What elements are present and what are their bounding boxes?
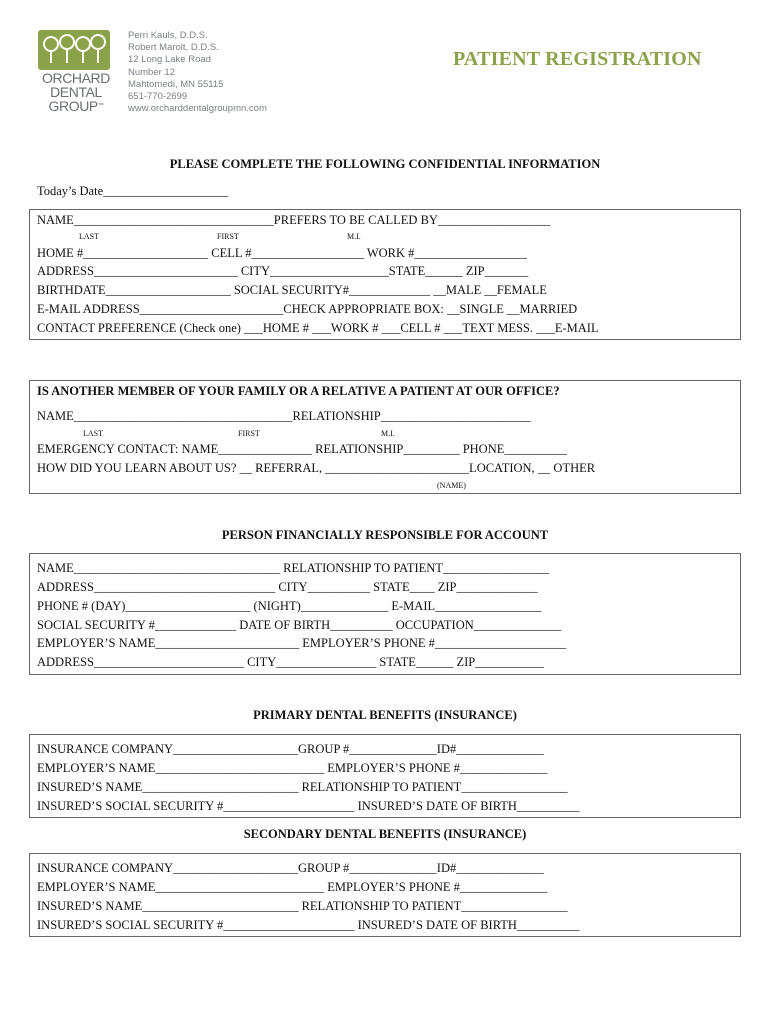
emergency-contact-line[interactable]: EMERGENCY CONTACT: NAME_______________ RELATIONSHIP_________ PHONE__________ <box>37 442 567 456</box>
primary-ssn-line[interactable]: INSURED’S SOCIAL SECURITY #_____________________ INSURED’S DATE OF BIRTH__________ <box>37 799 580 813</box>
primary-insured-line[interactable]: INSURED’S NAME_________________________ RELATIONSHIP TO PATIENT_________________ <box>37 780 568 794</box>
practice-line: Robert Marolt, D.D.S. <box>128 42 219 54</box>
todays-date-label: Today’s Date <box>37 184 104 198</box>
financial-ssn-line[interactable]: SOCIAL SECURITY #_____________ DATE OF BIRTH__________ OCCUPATION______________ <box>37 618 562 632</box>
todays-date-blank[interactable]: ____________________ <box>103 184 229 198</box>
practice-line: Mahtomedi, MN 55115 <box>128 78 224 90</box>
secondary-insurance-heading: SECONDARY DENTAL BENEFITS (INSURANCE) <box>243 827 527 841</box>
financial-phone-line[interactable]: PHONE # (DAY)____________________ (NIGHT)______________ E-MAIL_________________ <box>37 599 542 613</box>
financial-address-line[interactable]: ADDRESS_____________________________ CITY__________ STATE____ ZIP_____________ <box>37 580 538 594</box>
sub-label-first: FIRST <box>238 429 260 438</box>
patient-address-line[interactable]: ADDRESS_______________________ CITY___________________STATE______ ZIP_______ <box>37 264 529 278</box>
sub-label-mi: M.I. <box>347 232 361 241</box>
family-heading: IS ANOTHER MEMBER OF YOUR FAMILY OR A RELATIVE A PATIENT AT OUR OFFICE? <box>37 384 560 398</box>
practice-line: Number 12 <box>128 66 175 78</box>
practice-info <box>128 30 267 115</box>
sub-label-last: LAST <box>79 232 99 241</box>
patient-email-line[interactable]: E-MAIL ADDRESS_______________________CHECK APPROPRIATE BOX: __SINGLE __MARRIED <box>37 302 578 316</box>
primary-employer-line[interactable]: EMPLOYER’S NAME___________________________ EMPLOYER’S PHONE #______________ <box>37 761 548 775</box>
sub-label-first: FIRST <box>217 232 239 241</box>
referral-source-line[interactable]: HOW DID YOU LEARN ABOUT US? __ REFERRAL, _______________________LOCATION, __ OTHER <box>37 461 596 475</box>
family-name-line[interactable]: NAME___________________________________RELATIONSHIP________________________ <box>37 409 531 423</box>
orchard-logo-mark <box>38 30 110 70</box>
page-title: PATIENT REGISTRATION <box>453 48 702 70</box>
primary-company-line[interactable]: INSURANCE COMPANY____________________GROUP #______________ID#______________ <box>37 742 544 756</box>
patient-birthdate-line[interactable]: BIRTHDATE____________________ SOCIAL SECURITY#_____________ __MALE __FEMALE <box>37 283 547 297</box>
logo-word-1: ORCHARD <box>42 70 110 86</box>
patient-phone-line[interactable]: HOME #____________________ CELL #__________________ WORK #__________________ <box>37 246 527 260</box>
tree-logo-icon <box>38 30 110 70</box>
logo-wordmark <box>36 71 116 113</box>
practice-website: www.orcharddentalgroupmn.com <box>128 103 267 115</box>
financial-employer-line[interactable]: EMPLOYER’S NAME_______________________ EMPLOYER’S PHONE #_____________________ <box>37 636 567 650</box>
patient-name-line[interactable]: NAME________________________________PREFERS TO BE CALLED BY__________________ <box>37 213 551 227</box>
secondary-insured-line[interactable]: INSURED’S NAME_________________________ RELATIONSHIP TO PATIENT_________________ <box>37 899 568 913</box>
financial-heading: PERSON FINANCIALLY RESPONSIBLE FOR ACCOUNT <box>221 528 549 542</box>
primary-insurance-heading: PRIMARY DENTAL BENEFITS (INSURANCE) <box>253 708 517 722</box>
secondary-ssn-line[interactable]: INSURED’S SOCIAL SECURITY #_____________________ INSURED’S DATE OF BIRTH__________ <box>37 918 580 932</box>
logo-word-3: GROUP <box>48 98 98 114</box>
practice-line: 12 Long Lake Road <box>128 54 211 66</box>
practice-line: Perri Kauls, D.D.S. <box>128 30 208 41</box>
sub-label-last: LAST <box>83 429 103 438</box>
todays-date-field[interactable] <box>37 184 228 199</box>
financial-employer-address-line[interactable]: ADDRESS________________________ CITY________________ STATE______ ZIP___________ <box>37 655 544 669</box>
contact-preference-line[interactable]: CONTACT PREFERENCE (Check one) ___HOME # ___WORK # ___CELL # ___TEXT MESS. ___E-MAIL <box>37 321 599 335</box>
financial-name-line[interactable]: NAME_________________________________ RELATIONSHIP TO PATIENT_________________ <box>37 561 550 575</box>
confidential-heading: PLEASE COMPLETE THE FOLLOWING CONFIDENTIAL INFORMATION <box>169 157 601 171</box>
practice-line: 651-770-2699 <box>128 91 188 103</box>
logo-word-2: DENTAL <box>50 84 102 100</box>
trademark-symbol: ™ <box>97 103 104 109</box>
sub-label-mi: M.I. <box>381 429 395 438</box>
secondary-company-line[interactable]: INSURANCE COMPANY____________________GROUP #______________ID#______________ <box>37 861 544 875</box>
secondary-employer-line[interactable]: EMPLOYER’S NAME___________________________ EMPLOYER’S PHONE #______________ <box>37 880 548 894</box>
sub-label-name: (NAME) <box>437 481 466 490</box>
